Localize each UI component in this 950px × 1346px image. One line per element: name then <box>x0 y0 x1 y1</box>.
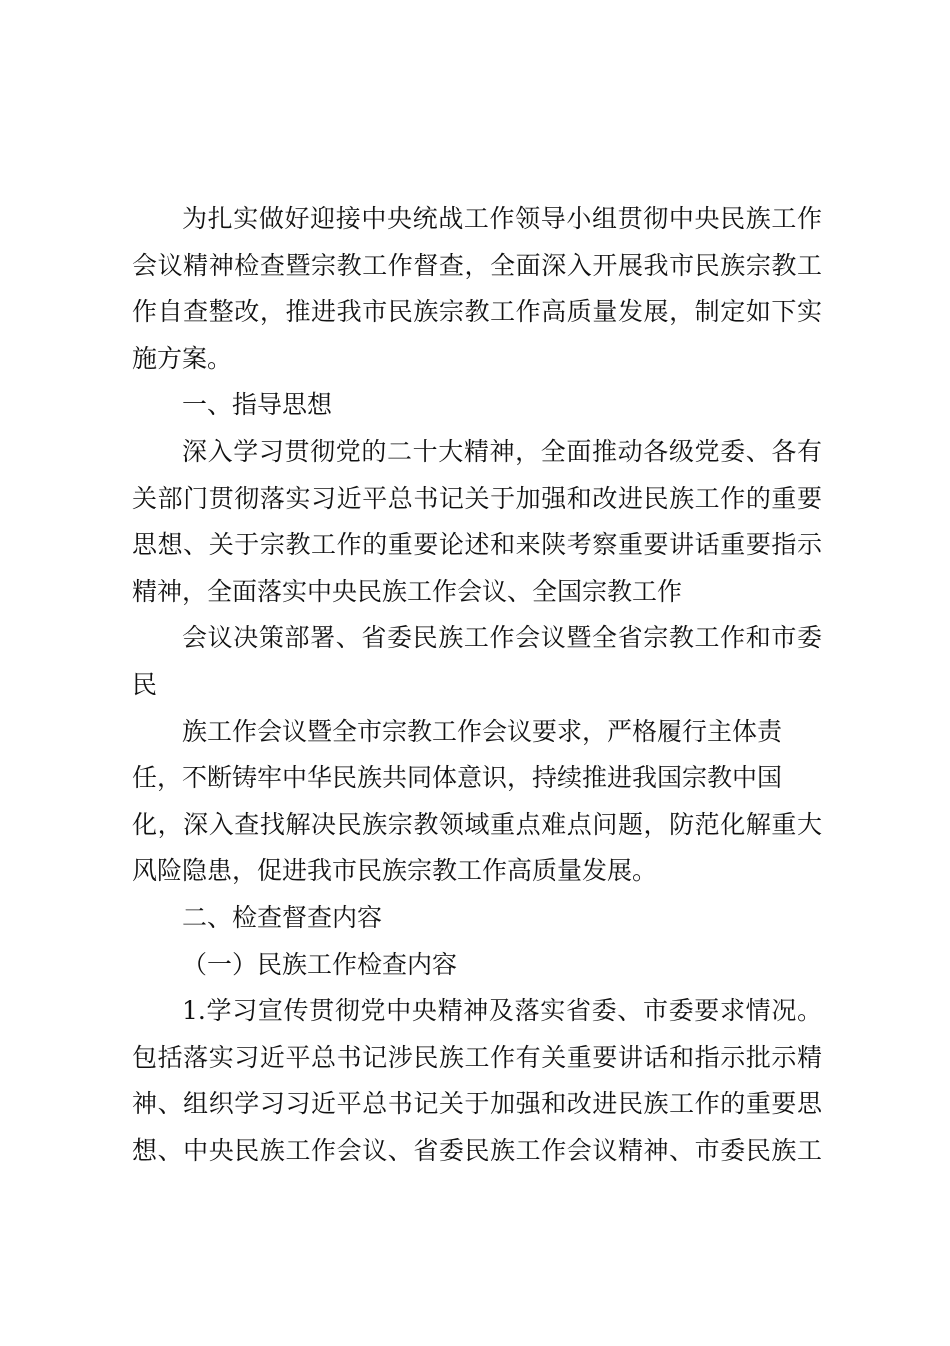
paragraph-line: 化，深入查找解决民族宗教领域重点难点问题，防范化解重大 <box>132 809 822 839</box>
paragraph-line: 包括落实习近平总书记涉民族工作有关重要讲话和指示批示精 <box>132 1042 822 1072</box>
paragraph-line: 想、中央民族工作会议、省委民族工作会议精神、市委民族工 <box>132 1135 822 1165</box>
paragraph-line: 作自查整改，推进我市民族宗教工作高质量发展，制定如下实 <box>132 297 822 327</box>
paragraph-line: 为扎实做好迎接中央统战工作领导小组贯彻中央民族工作 <box>182 204 822 233</box>
paragraph-line: 会议精神检查暨宗教工作督查，全面深入开展我市民族宗教工 <box>132 250 822 280</box>
section-heading-inspection-content: 二、检查督查内容 <box>182 902 383 932</box>
paragraph-line: 任，不断铸牢中华民族共同体意识，持续推进我国宗教中国 <box>132 763 783 793</box>
paragraph-line: 会议决策部署、省委民族工作会议暨全省宗教工作和市委 <box>182 623 822 653</box>
paragraph-line: 思想、关于宗教工作的重要论述和来陕考察重要讲话重要指示 <box>132 530 822 560</box>
paragraph-line: 关部门贯彻落实习近平总书记关于加强和改进民族工作的重要 <box>132 483 822 513</box>
paragraph-line: 施方案。 <box>132 343 233 373</box>
paragraph-line: 风险隐患，促进我市民族宗教工作高质量发展。 <box>132 856 658 886</box>
subsection-heading-ethnic-work: （一）民族工作检查内容 <box>182 949 458 979</box>
paragraph-line: 1.学习宣传贯彻党中央精神及落实省委、市委要求情况。 <box>182 996 822 1026</box>
paragraph-line: 深入学习贯彻党的二十大精神，全面推动各级党委、各有 <box>182 436 822 466</box>
paragraph-line: 精神，全面落实中央民族工作会议、全国宗教工作 <box>132 576 683 606</box>
document-body <box>132 196 822 1174</box>
paragraph-line: 族工作会议暨全市宗教工作会议要求，严格履行主体责 <box>182 716 783 746</box>
section-heading-guiding-ideology: 一、指导思想 <box>182 390 333 420</box>
paragraph-line: 民 <box>132 669 158 699</box>
paragraph-line: 神、组织学习习近平总书记关于加强和改进民族工作的重要思 <box>132 1089 822 1119</box>
